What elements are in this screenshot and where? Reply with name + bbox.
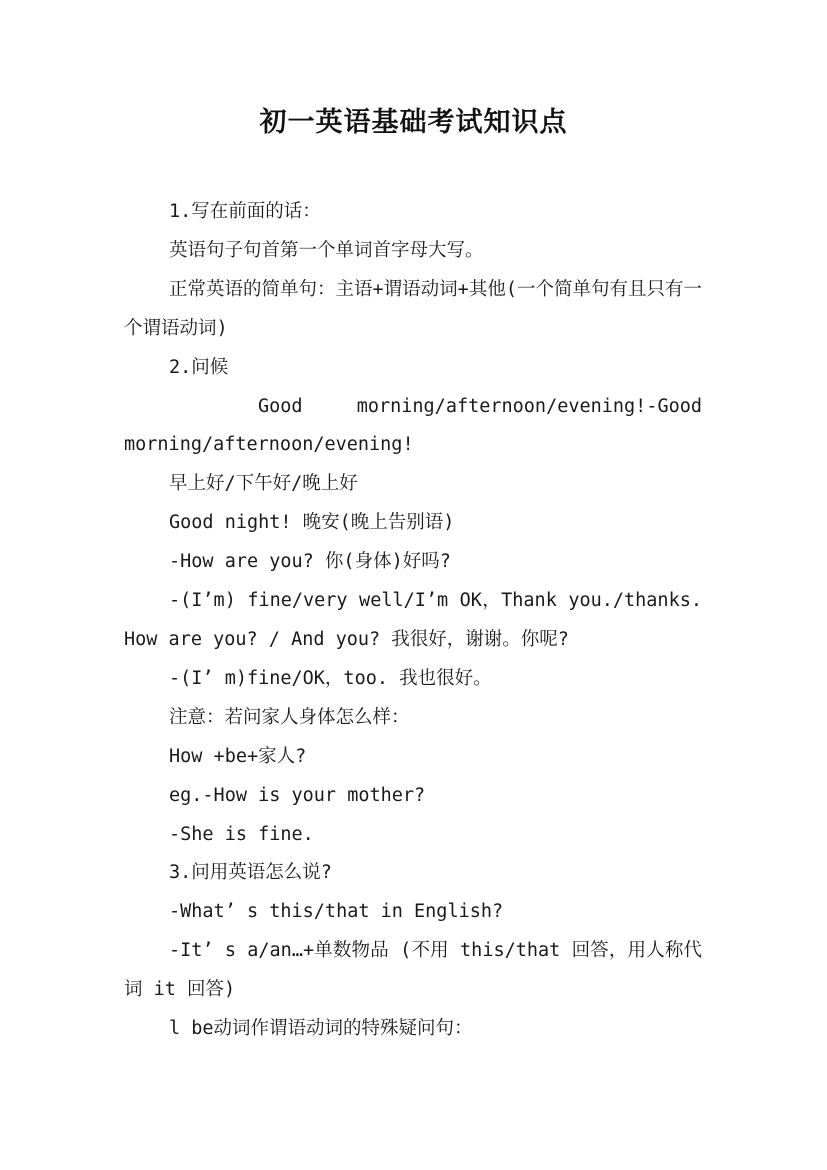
greeting-paragraph <box>124 388 702 466</box>
paragraph: 3.问用英语怎么说? <box>169 862 332 884</box>
paragraph: l be动词作谓语动词的特殊疑问句： <box>169 1018 473 1040</box>
paragraph: -It’ s a/an…+单数物品 (不用 this/that 回答，用人称代词 it 回答) <box>124 940 702 1001</box>
document-body <box>124 193 702 1049</box>
document-title: 初一英语基础考试知识点 <box>259 107 568 138</box>
paragraph: 正常英语的简单句：主语+谓语动词+其他(一个简单句有且只有一个谓语动词) <box>124 278 702 339</box>
paragraph: -(I’ m)fine/OK，too. 我也很好。 <box>169 667 492 689</box>
paragraph: eg.-How is your mother? <box>169 784 426 806</box>
paragraph: 2.问候 <box>169 356 229 378</box>
paragraph: -What’ s this/that in English? <box>169 901 504 923</box>
greeting-word-good: Good <box>258 395 303 417</box>
paragraph: Good night! 晚安(晚上告别语) <box>169 512 455 534</box>
paragraph: 1.写在前面的话： <box>169 201 321 222</box>
paragraph: How +be+家人? <box>169 745 307 767</box>
paragraph: 早上好/下午好/晚上好 <box>169 473 358 495</box>
paragraph: -(I’m) fine/very well/I’m OK，Thank you./thanks. How are you? / And you? 我很好，谢谢。你呢? <box>124 590 702 650</box>
paragraph: -She is fine. <box>169 823 314 845</box>
paragraph: -How are you? 你(身体)好吗? <box>169 551 451 573</box>
greeting-line <box>124 388 702 427</box>
greeting-line-2: morning/afternoon/evening! <box>124 434 414 456</box>
paragraph: 注意：若问家人身体怎么样： <box>169 706 410 728</box>
greeting-rest: morning/afternoon/evening!-Good <box>356 395 702 417</box>
paragraph: 英语句子句首第一个单词首字母大写。 <box>169 239 484 261</box>
